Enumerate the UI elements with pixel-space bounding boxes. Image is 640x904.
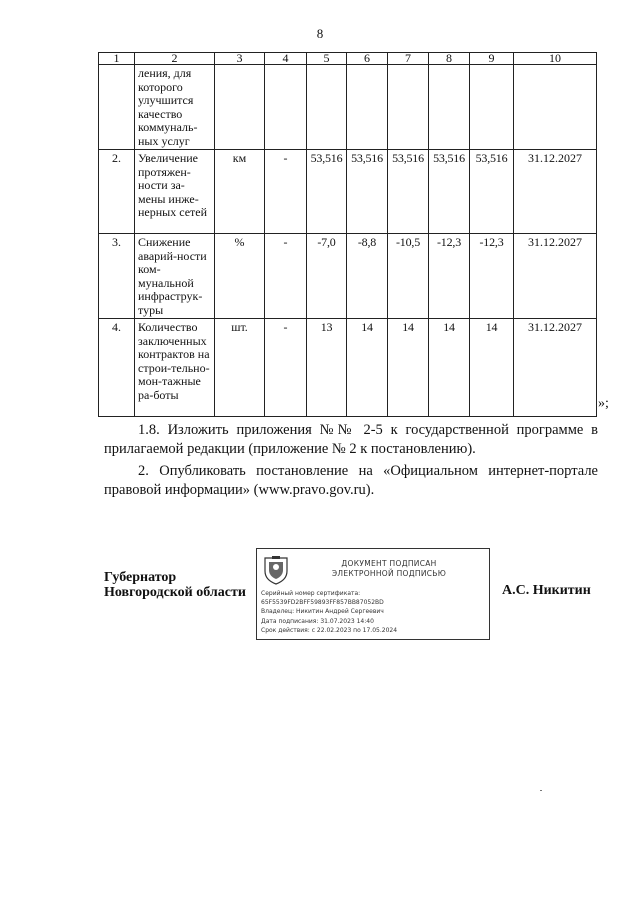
signer-name: А.С. Никитин (502, 583, 591, 598)
certificate-label: Серийный номер сертификата: (261, 590, 361, 597)
table-row (99, 234, 597, 319)
certificate-number: 65F5539FD2BFF59893FF857BB87052BD (261, 599, 384, 607)
stamp-title-line: ЭЛЕКТРОННОЙ ПОДПИСЬЮ (331, 569, 447, 578)
deadline-cell: 31.12.2027 (514, 150, 597, 234)
stamp-title (293, 559, 485, 579)
indicator-name: Увеличение протяжен-ности за-мены инже-нерных сетей (135, 150, 215, 234)
deadline-cell: 31.12.2027 (514, 319, 597, 417)
table-row (99, 150, 597, 234)
row-number (99, 65, 135, 150)
page-number: 8 (316, 26, 324, 41)
base-value-cell (265, 65, 307, 150)
column-header: 9 (470, 53, 514, 65)
column-header: 6 (347, 53, 388, 65)
electronic-signature-stamp (256, 548, 490, 640)
column-header: 1 (99, 53, 135, 65)
unit-cell: км (215, 150, 265, 234)
value-cell (388, 65, 429, 150)
deadline-cell: 31.12.2027 (514, 234, 597, 319)
row-number: 4. (99, 319, 135, 417)
column-header: 3 (215, 53, 265, 65)
column-header: 10 (514, 53, 597, 65)
value-cell: 53,516 (347, 150, 388, 234)
column-header: 4 (265, 53, 307, 65)
certificate-validity: Срок действия: с 22.02.2023 по 17.05.2024 (261, 626, 398, 634)
scan-speck (540, 790, 542, 791)
signer-position-block (104, 570, 246, 600)
value-cell (429, 65, 470, 150)
value-cell: 53,516 (388, 150, 429, 234)
paragraph-1-8: 1.8. Изложить приложения №№ 2-5 к государственной программе в прилагаемой редакции (приложение № 2 к постановлению). (104, 422, 598, 457)
base-value-cell: - (265, 150, 307, 234)
column-header: 5 (307, 53, 347, 65)
indicator-name: Количество заключенных контрактов на строи-тельно-мон-тажные ра-боты (135, 319, 215, 417)
value-cell: -7,0 (307, 234, 347, 319)
value-cell: -12,3 (470, 234, 514, 319)
unit-cell (215, 65, 265, 150)
table-row (99, 65, 597, 150)
value-cell: -10,5 (388, 234, 429, 319)
signer-title: Губернатор (104, 570, 177, 585)
value-cell: -8,8 (347, 234, 388, 319)
value-cell: 53,516 (470, 150, 514, 234)
row-number: 2. (99, 150, 135, 234)
value-cell (470, 65, 514, 150)
value-cell: 14 (388, 319, 429, 417)
paragraph-2: 2. Опубликовать постановление на «Официальном интернет-портале правовой информации» (www.pravo.gov.ru). (104, 463, 598, 498)
signing-date: Дата подписания: 31.07.2023 14:40 (261, 617, 374, 625)
closing-quote-mark: »; (598, 396, 609, 411)
value-cell (307, 65, 347, 150)
indicator-name: Снижение аварий-ности ком-мунальной инфраструк-туры (135, 234, 215, 319)
unit-cell: % (215, 234, 265, 319)
certificate-owner: Владелец: Никитин Андрей Сергеевич (261, 608, 384, 616)
column-header: 2 (135, 53, 215, 65)
base-value-cell: - (265, 234, 307, 319)
value-cell: 14 (347, 319, 388, 417)
deadline-cell (514, 65, 597, 150)
value-cell: 53,516 (307, 150, 347, 234)
table-header-row (99, 53, 597, 65)
indicator-name: ления, для которого улучшится качество коммуналь-ных услуг (135, 65, 215, 150)
value-cell: -12,3 (429, 234, 470, 319)
coat-of-arms-icon (263, 555, 289, 585)
value-cell: 13 (307, 319, 347, 417)
value-cell (347, 65, 388, 150)
value-cell: 53,516 (429, 150, 470, 234)
stamp-title-line: ДОКУМЕНТ ПОДПИСАН (341, 559, 437, 568)
stamp-details (261, 589, 487, 635)
column-header: 8 (429, 53, 470, 65)
value-cell: 14 (470, 319, 514, 417)
indicators-table (98, 52, 597, 417)
row-number: 3. (99, 234, 135, 319)
table-row (99, 319, 597, 417)
base-value-cell: - (265, 319, 307, 417)
unit-cell: шт. (215, 319, 265, 417)
signer-region: Новгородской области (104, 585, 246, 600)
value-cell: 14 (429, 319, 470, 417)
column-header: 7 (388, 53, 429, 65)
